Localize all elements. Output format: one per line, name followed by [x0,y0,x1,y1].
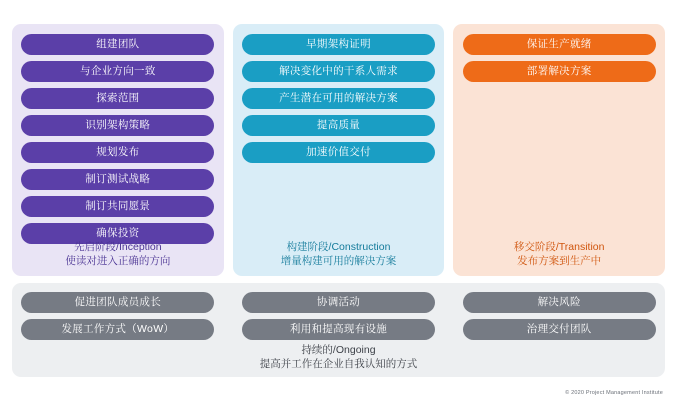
phase-caption-line2: 发布方案到生产中 [517,255,602,267]
goal-pill[interactable]: 治理交付团队 [463,319,656,340]
ongoing-caption-line2: 提高并工作在企业自我认知的方式 [259,358,418,370]
goal-pill[interactable]: 早期架构证明 [242,34,435,55]
phase-caption-construction [233,240,445,268]
goal-pill[interactable]: 协调活动 [242,292,435,313]
phase-caption-line2: 增量构建可用的解决方案 [280,255,397,267]
goal-pill[interactable]: 发展工作方式（WoW） [21,319,214,340]
phase-caption-transition [453,240,665,268]
phase-caption-line2: 使读对进入正确的方向 [65,255,171,267]
copyright-notice: © 2020 Project Management Institute [565,390,663,396]
ongoing-column-1 [12,292,224,346]
goal-pill[interactable]: 解决变化中的干系人需求 [242,61,435,82]
phase-columns [12,24,665,276]
ongoing-column-2 [233,292,445,346]
goal-pill[interactable]: 产生潜在可用的解决方案 [242,88,435,109]
goal-pill[interactable]: 探索范围 [21,88,214,109]
phase-caption-line1: 先启阶段/Inception [74,241,162,253]
goal-pill[interactable]: 组建团队 [21,34,214,55]
phase-caption-line1: 构建阶段/Construction [286,241,391,253]
goal-pill[interactable]: 解决风险 [463,292,656,313]
phase-column-transition [453,24,665,276]
phase-column-construction [233,24,445,276]
phase-column-inception [12,24,224,276]
goal-pill[interactable]: 提高质量 [242,115,435,136]
goal-pill[interactable]: 制订测试战略 [21,169,214,190]
ongoing-column-3 [453,292,665,346]
goal-pill[interactable]: 规划发布 [21,142,214,163]
goal-pill[interactable]: 加速价值交付 [242,142,435,163]
phase-caption-inception [12,240,224,268]
goal-pill[interactable]: 确保投资 [21,223,214,244]
goal-pill[interactable]: 利用和提高现有设施 [242,319,435,340]
goal-pill[interactable]: 与企业方向一致 [21,61,214,82]
ongoing-section [12,283,665,377]
phase-caption-line1: 移交阶段/Transition [513,241,605,253]
goal-pill[interactable]: 部署解决方案 [463,61,656,82]
ongoing-columns [12,292,665,346]
goal-pill[interactable]: 促进团队成员成长 [21,292,214,313]
goal-pill[interactable]: 识别架构策略 [21,115,214,136]
goal-pill[interactable]: 制订共同愿景 [21,196,214,217]
ongoing-caption-line1: 持续的/Ongoing [301,344,376,356]
ongoing-caption [12,343,665,371]
goal-pill[interactable]: 保证生产就绪 [463,34,656,55]
